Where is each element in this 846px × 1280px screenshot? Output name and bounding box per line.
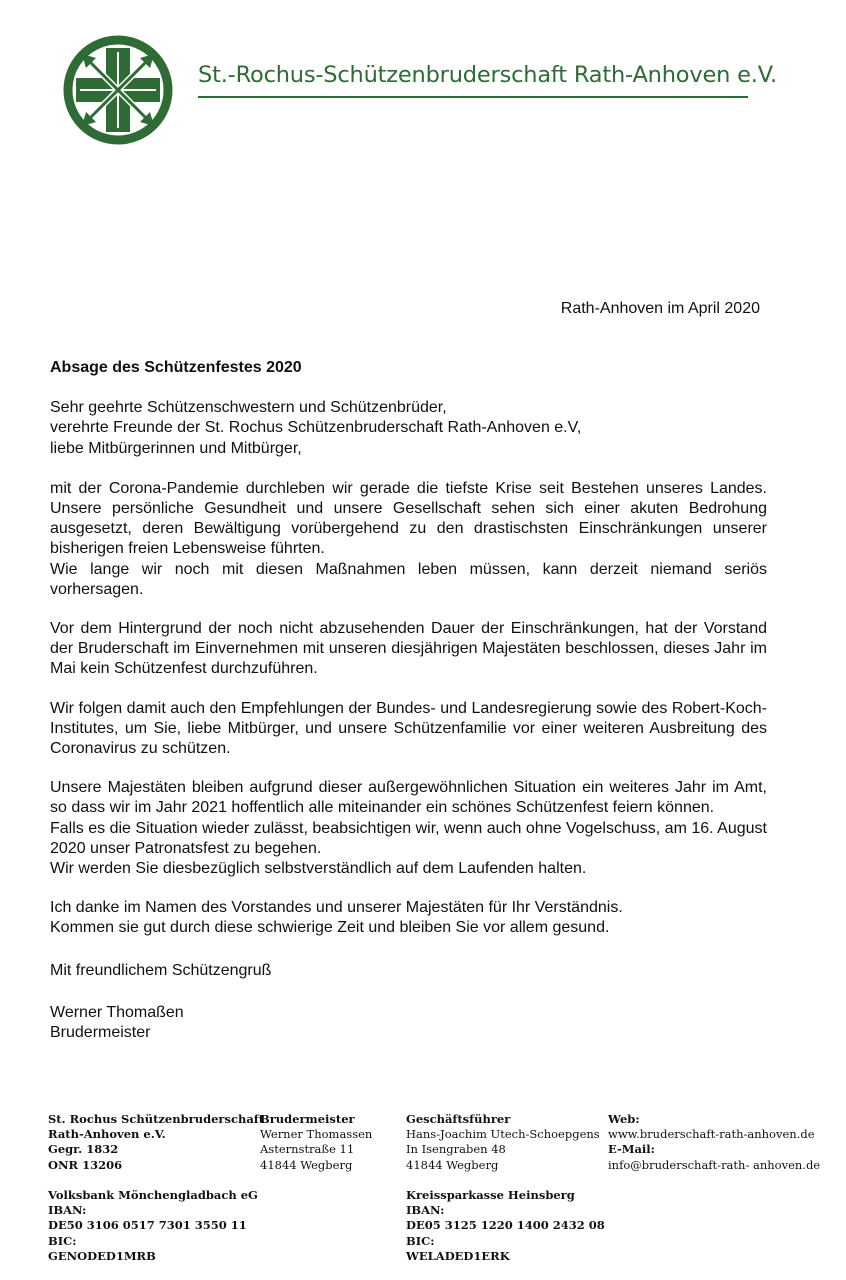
footer-org-line: St. Rochus Schützenbruderschaft: [48, 1112, 265, 1126]
footer-line: Hans-Joachim Utech-Schoepgens: [406, 1127, 600, 1142]
salutation-line: Sehr geehrte Schützenschwestern und Schützenbrüder,: [50, 399, 447, 417]
organization-name: St.-Rochus-Schützenbruderschaft Rath-Anhoven e.V.: [198, 62, 777, 88]
bic-value: GENODED1MRB: [48, 1248, 156, 1263]
email-label: E-Mail:: [608, 1142, 655, 1157]
paragraph-text: Unsere Majestäten bleiben aufgrund dieser außergewöhnlichen Situation ein weiteres Jahr im Amt, so dass wir im Jahr 2021 hoffentlich alle miteinander ein schönes Schützenfest feiern können.: [50, 779, 767, 817]
paragraph: [50, 778, 767, 879]
paragraph-text: Wir folgen damit auch den Empfehlungen der Bundes- und Landesregierung sowie des Robert-Koch-Institutes, um Sie, liebe Mitbürger, und unsere Schützenfamilie vor einer weiteren Ausbreitung des Coronavirus zu schützen.: [50, 699, 767, 758]
paragraph: [50, 479, 767, 600]
footer-bank-kreissparkasse: [406, 1188, 605, 1264]
letter-date: Rath-Anhoven im April 2020: [560, 300, 760, 317]
closing: Mit freundlichem Schützengruß: [50, 961, 272, 979]
footer-line: Asternstraße 11: [260, 1142, 355, 1157]
iban-value: DE50 3106 0517 7301 3550 11: [48, 1218, 247, 1233]
footer-heading: Brudermeister: [260, 1112, 355, 1126]
footer-org-line: ONR 13206: [48, 1157, 123, 1172]
bic-label: BIC:: [406, 1233, 435, 1248]
letterhead: [62, 34, 777, 146]
footer-bank-volksbank: [48, 1188, 258, 1264]
paragraph-text: Falls es die Situation wieder zulässt, beabsichtigen wir, wenn auch ohne Vogelschuss, am 16. August 2020 unser Patronatsfest zu begehen.: [50, 819, 767, 857]
salutation-line: liebe Mitbürgerinnen und Mitbürger,: [50, 439, 302, 457]
footer-line: 41844 Wegberg: [406, 1157, 499, 1172]
web-label: Web:: [608, 1112, 640, 1126]
paragraph: [50, 699, 767, 760]
footer-org-line: Gegr. 1832: [48, 1142, 119, 1157]
letterhead-rule: [198, 96, 748, 98]
paragraph-text: Kommen sie gut durch diese schwierige Zeit und bleiben Sie vor allem gesund.: [50, 919, 610, 937]
signer-title: Brudermeister: [50, 1024, 151, 1042]
footer-contact: [608, 1112, 820, 1173]
paragraph-text: Ich danke im Namen des Vorstandes und unserer Majestäten für Ihr Verständnis.: [50, 899, 623, 917]
paragraph: [50, 619, 767, 680]
website-link[interactable]: www.bruderschaft-rath-anhoven.de: [608, 1127, 815, 1142]
footer-heading: Geschäftsführer: [406, 1112, 511, 1126]
paragraph-text: mit der Corona-Pandemie durchleben wir gerade die tiefste Krise seit Bestehen unseres Landes. Unsere persönliche Gesundheit und unsere Gesellschaft sehen sich einer akuten Bedrohung ausgesetzt, deren Bewältigung vorübergehend zu den drastischsten Einschränkungen unserer bisherigen freien Lebensweise führten.: [50, 479, 767, 558]
iban-label: IBAN:: [48, 1203, 87, 1218]
bank-name: Kreissparkasse Heinsberg: [406, 1188, 575, 1202]
footer-org: [48, 1112, 264, 1173]
signer-name: Werner Thomaßen: [50, 1003, 184, 1021]
iban-value: DE05 3125 1220 1400 2432 08: [406, 1218, 605, 1233]
footer-org-line: Rath-Anhoven e.V.: [48, 1127, 166, 1142]
footer-brudermeister: [260, 1112, 372, 1173]
salutation-line: verehrte Freunde der St. Rochus Schützenbruderschaft Rath-Anhoven e.V,: [50, 419, 582, 437]
paragraph: [50, 898, 767, 938]
paragraph-text: Wir werden Sie diesbezüglich selbstverständlich auf dem Laufenden halten.: [50, 860, 587, 878]
footer-line: 41844 Wegberg: [260, 1157, 353, 1172]
paragraph-text: Wie lange wir noch mit diesen Maßnahmen leben müssen, kann derzeit niemand seriös vorhersagen.: [50, 560, 767, 598]
paragraph-text: Vor dem Hintergrund der noch nicht abzusehenden Dauer der Einschränkungen, hat der Vorstand der Bruderschaft im Einvernehmen mit unseren diesjährigen Majestäten beschlossen, dieses Jahr im Mai kein Schützenfest durchzuführen.: [50, 620, 767, 678]
email-link[interactable]: info@bruderschaft-rath- anhoven.de: [608, 1157, 821, 1172]
bic-label: BIC:: [48, 1233, 77, 1248]
footer-line: In Isengraben 48: [406, 1142, 506, 1157]
salutation: [50, 398, 767, 459]
footer-geschaeftsfuehrer: [406, 1112, 600, 1173]
bank-name: Volksbank Mönchengladbach eG: [48, 1188, 258, 1202]
bic-value: WELADED1ERK: [406, 1248, 510, 1263]
footer-line: Werner Thomassen: [260, 1127, 373, 1142]
rochus-cross-emblem-icon: [62, 34, 174, 146]
letter-subject: Absage des Schützenfestes 2020: [50, 359, 302, 376]
iban-label: IBAN:: [406, 1203, 445, 1218]
letter-body: [50, 358, 767, 1043]
